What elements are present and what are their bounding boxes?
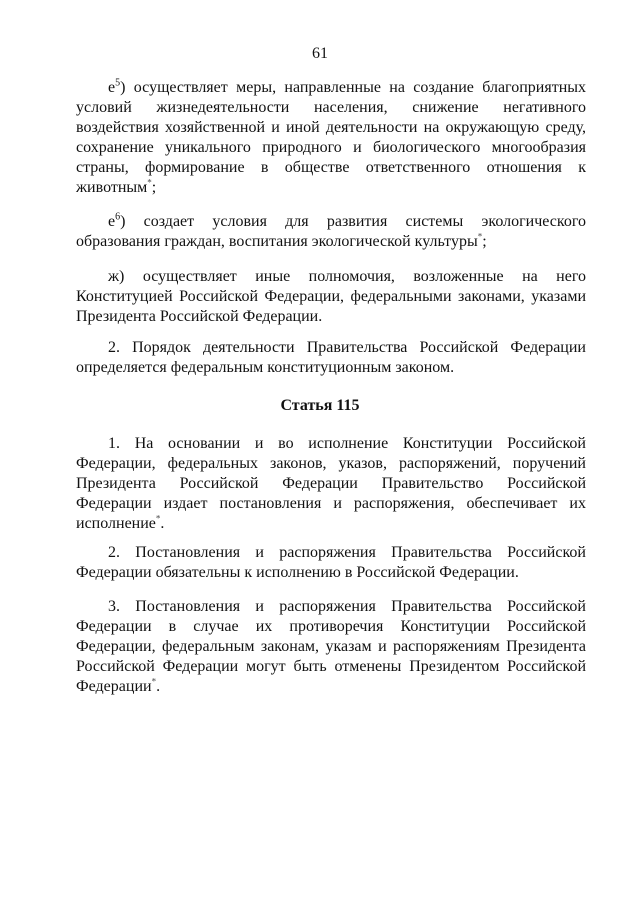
paragraph-text: 3. Постановления и распоряжения Правительства Российской Федерации в случае их противоречия Конституции Российской Федерации, федеральным законам, указам и распоряжениям Президента Российской Федерации могут быть отменены Президентом Российской Федерации — [76, 598, 586, 695]
paragraph-text: 2. Постановления и распоряжения Правительства Российской Федерации обязательны к исполнению в Российской Федерации. — [76, 544, 586, 581]
paragraph-end: . — [160, 515, 165, 532]
paragraph-e6 — [76, 212, 586, 252]
footnote-mark: * — [155, 513, 161, 524]
article-paragraph-1 — [76, 434, 586, 534]
item-bracket: ) — [120, 213, 126, 230]
article-heading: Статья 115 — [280, 397, 360, 414]
paragraph-text: осуществляет меры, направленные на создание благоприятных условий жизнедеятельности населения, снижение негативного воздействия хозяйственной и иной деятельности на окружающую среду, сохранение уникального природного и биологического многообразия страны, формирование в обществе ответственного отношения к животным — [76, 79, 586, 196]
page-number: 61 — [312, 45, 328, 62]
article-paragraph-3 — [76, 597, 586, 697]
item-bracket: ) — [120, 79, 126, 96]
paragraph-text: 2. Порядок деятельности Правительства Российской Федерации определяется федеральным конституционным законом. — [76, 339, 586, 376]
item-superscript: 6 — [115, 211, 121, 223]
paragraph-text: создает условия для развития системы экологического образования граждан, воспитания экологической культуры — [76, 213, 586, 250]
paragraph-text: ж) осуществляет иные полномочия, возложенные на него Конституцией Российской Федерации, федеральными законами, указами Президента Российской Федерации. — [76, 268, 586, 325]
paragraph-e5 — [76, 78, 586, 198]
item-superscript: 5 — [115, 77, 121, 89]
paragraph-text: 1. На основании и во исполнение Конституции Российской Федерации, федеральных законов, указов, распоряжений, поручений Президента Российской Федерации Правительство Российской Федерации издает постановления и распоряжения, обеспечивает их исполнение — [76, 435, 586, 532]
paragraph-end: ; — [151, 179, 157, 196]
item-letter: е — [108, 213, 116, 230]
paragraph-end: ; — [482, 233, 487, 250]
item-letter: е — [108, 79, 116, 96]
footnote-mark: * — [147, 177, 152, 188]
footnote-mark: * — [477, 231, 483, 242]
paragraph-zh — [76, 267, 586, 327]
paragraph-end: . — [156, 678, 161, 695]
paragraph-2 — [76, 338, 586, 378]
footnote-mark: * — [151, 676, 157, 687]
article-paragraph-2 — [76, 543, 586, 583]
